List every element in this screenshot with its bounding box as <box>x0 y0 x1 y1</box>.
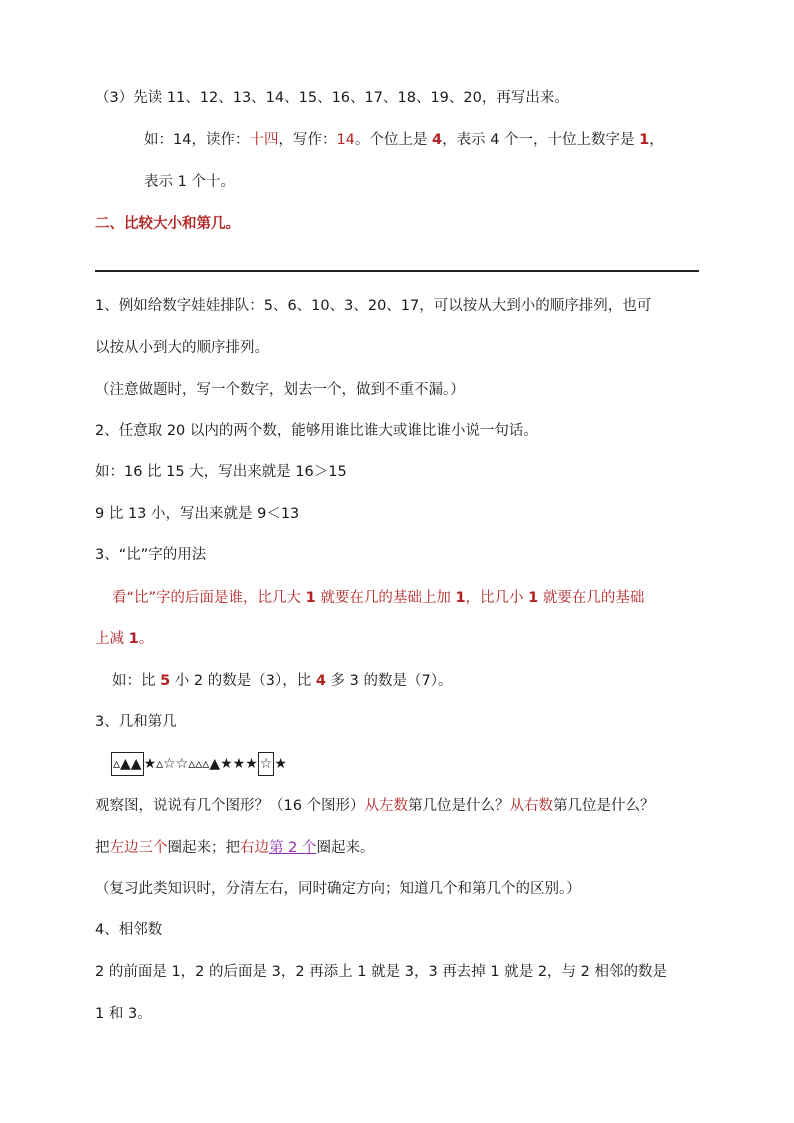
question-observe <box>95 796 655 816</box>
example-greater <box>95 462 347 482</box>
highlight-1: 1 <box>455 590 466 606</box>
text-segment: 上减 <box>95 631 129 647</box>
text-segment: 第几位是什么？ <box>408 798 510 814</box>
text-segment: 2、任意取 20 以内的两个数，能够用谁比谁大或谁比谁小说一句话。 <box>95 423 538 439</box>
note-left-right <box>95 879 581 899</box>
highlight-from-right: 从右数 <box>509 798 554 814</box>
text-segment: 观察图，说说有几个图形？（16 个图形） <box>95 798 365 814</box>
highlight-shisi: 十四 <box>249 132 279 148</box>
text-segment: 如：比 <box>112 673 161 689</box>
text-segment: 2 的前面是 1，2 的后面是 3，2 再添上 1 就是 3，3 再去掉 1 就是 2，与 2 相邻的数是 <box>95 964 668 980</box>
shapes-group: ▵▲▲ <box>113 756 142 772</box>
example-less <box>95 504 299 524</box>
heading-text: 二、比较大小和第几。 <box>95 216 240 232</box>
text-segment: 1 和 3。 <box>95 1006 152 1022</box>
read-numbers-text: （3）先读 11、12、13、14、15、16、17、18、19、20，再写出来。 <box>95 90 569 106</box>
highlight-1: 1 <box>639 132 650 148</box>
text-segment: 。 <box>138 631 154 647</box>
text-segment: ，表示 4 个一，十位上数字是 <box>442 132 640 148</box>
text-segment: ， <box>649 132 664 148</box>
shapes-middle: ★▵☆☆▵▵▵▲★★★ <box>143 756 258 772</box>
text-segment: （复习此类知识时，分清左右，同时确定方向；知道几个和第几个的区别。） <box>95 881 581 897</box>
text-segment: 9 比 13 小，写出来就是 9＜13 <box>95 506 300 522</box>
text-segment: 第几位是什么？ <box>553 798 655 814</box>
text-segment: 表示 1 个十。 <box>144 174 235 190</box>
highlight-from-left: 从左数 <box>364 798 409 814</box>
left-three-shapes-box <box>111 752 144 776</box>
text-segment: 1、例如给数字娃娃排队：5、6、10、3、20、17，可以按从大到小的顺序排列，也可 <box>95 298 652 314</box>
highlight-14: 14 <box>336 132 355 148</box>
section2-title <box>95 421 538 441</box>
highlight-4: 4 <box>315 673 326 689</box>
text-segment: 就要在几的基础 <box>538 590 645 606</box>
shape-sequence <box>111 752 287 776</box>
example-fourteen <box>144 130 664 150</box>
example-fourteen-continued <box>144 172 235 192</box>
star-icon: ★ <box>274 756 287 772</box>
highlight-second: 第 2 个 <box>269 840 317 856</box>
example-bi <box>112 671 452 691</box>
paragraph-read-numbers <box>95 88 569 108</box>
question-circle <box>95 838 374 858</box>
section1-line1 <box>95 296 651 316</box>
text-segment: 。个位上是 <box>354 132 433 148</box>
text-segment: 如：14，读作： <box>144 132 250 148</box>
text-segment: （注意做题时，写一个数字，划去一个，做到不重不漏。） <box>95 382 465 398</box>
highlight-right-side: 右边 <box>240 840 269 856</box>
text-segment: 看“比”字的后面是谁，比几大 <box>112 590 306 606</box>
highlight-5: 5 <box>160 673 171 689</box>
text-segment: ，写作： <box>278 132 337 148</box>
section3-bi-usage <box>95 545 206 565</box>
adjacent-line1 <box>95 962 667 982</box>
text-segment: 就要在几的基础上加 <box>315 590 456 606</box>
rule-line1 <box>112 588 644 608</box>
section4-adjacent <box>95 920 162 940</box>
rule-line2 <box>95 629 153 649</box>
highlight-left-three: 左边三个 <box>109 840 168 856</box>
highlight-1: 1 <box>305 590 316 606</box>
section-heading-compare <box>95 214 240 234</box>
text-segment: 多 3 的数是（7）。 <box>325 673 453 689</box>
text-segment: 以按从小到大的顺序排列。 <box>95 340 269 356</box>
section3-ordinal <box>95 712 177 732</box>
highlight-1: 1 <box>528 590 539 606</box>
horizontal-divider <box>95 270 699 272</box>
text-segment: 3、几和第几 <box>95 714 177 730</box>
note-crossing-out <box>95 380 465 400</box>
text-segment: 圈起来。 <box>316 840 375 856</box>
text-segment: 4、相邻数 <box>95 922 163 938</box>
text-segment: 小 2 的数是（3），比 <box>170 673 316 689</box>
text-segment: 把 <box>95 840 110 856</box>
adjacent-line2 <box>95 1004 152 1024</box>
second-from-right-box <box>258 752 275 776</box>
hollow-star-icon: ☆ <box>259 756 273 772</box>
highlight-4: 4 <box>432 132 443 148</box>
text-segment: ，比几小 <box>465 590 529 606</box>
text-segment: 圈起来；把 <box>167 840 240 856</box>
text-segment: 如：16 比 15 大，写出来就是 16＞15 <box>95 464 347 480</box>
highlight-1: 1 <box>128 631 139 647</box>
text-segment: 3、“比”字的用法 <box>95 547 207 563</box>
section1-line2 <box>95 338 269 358</box>
